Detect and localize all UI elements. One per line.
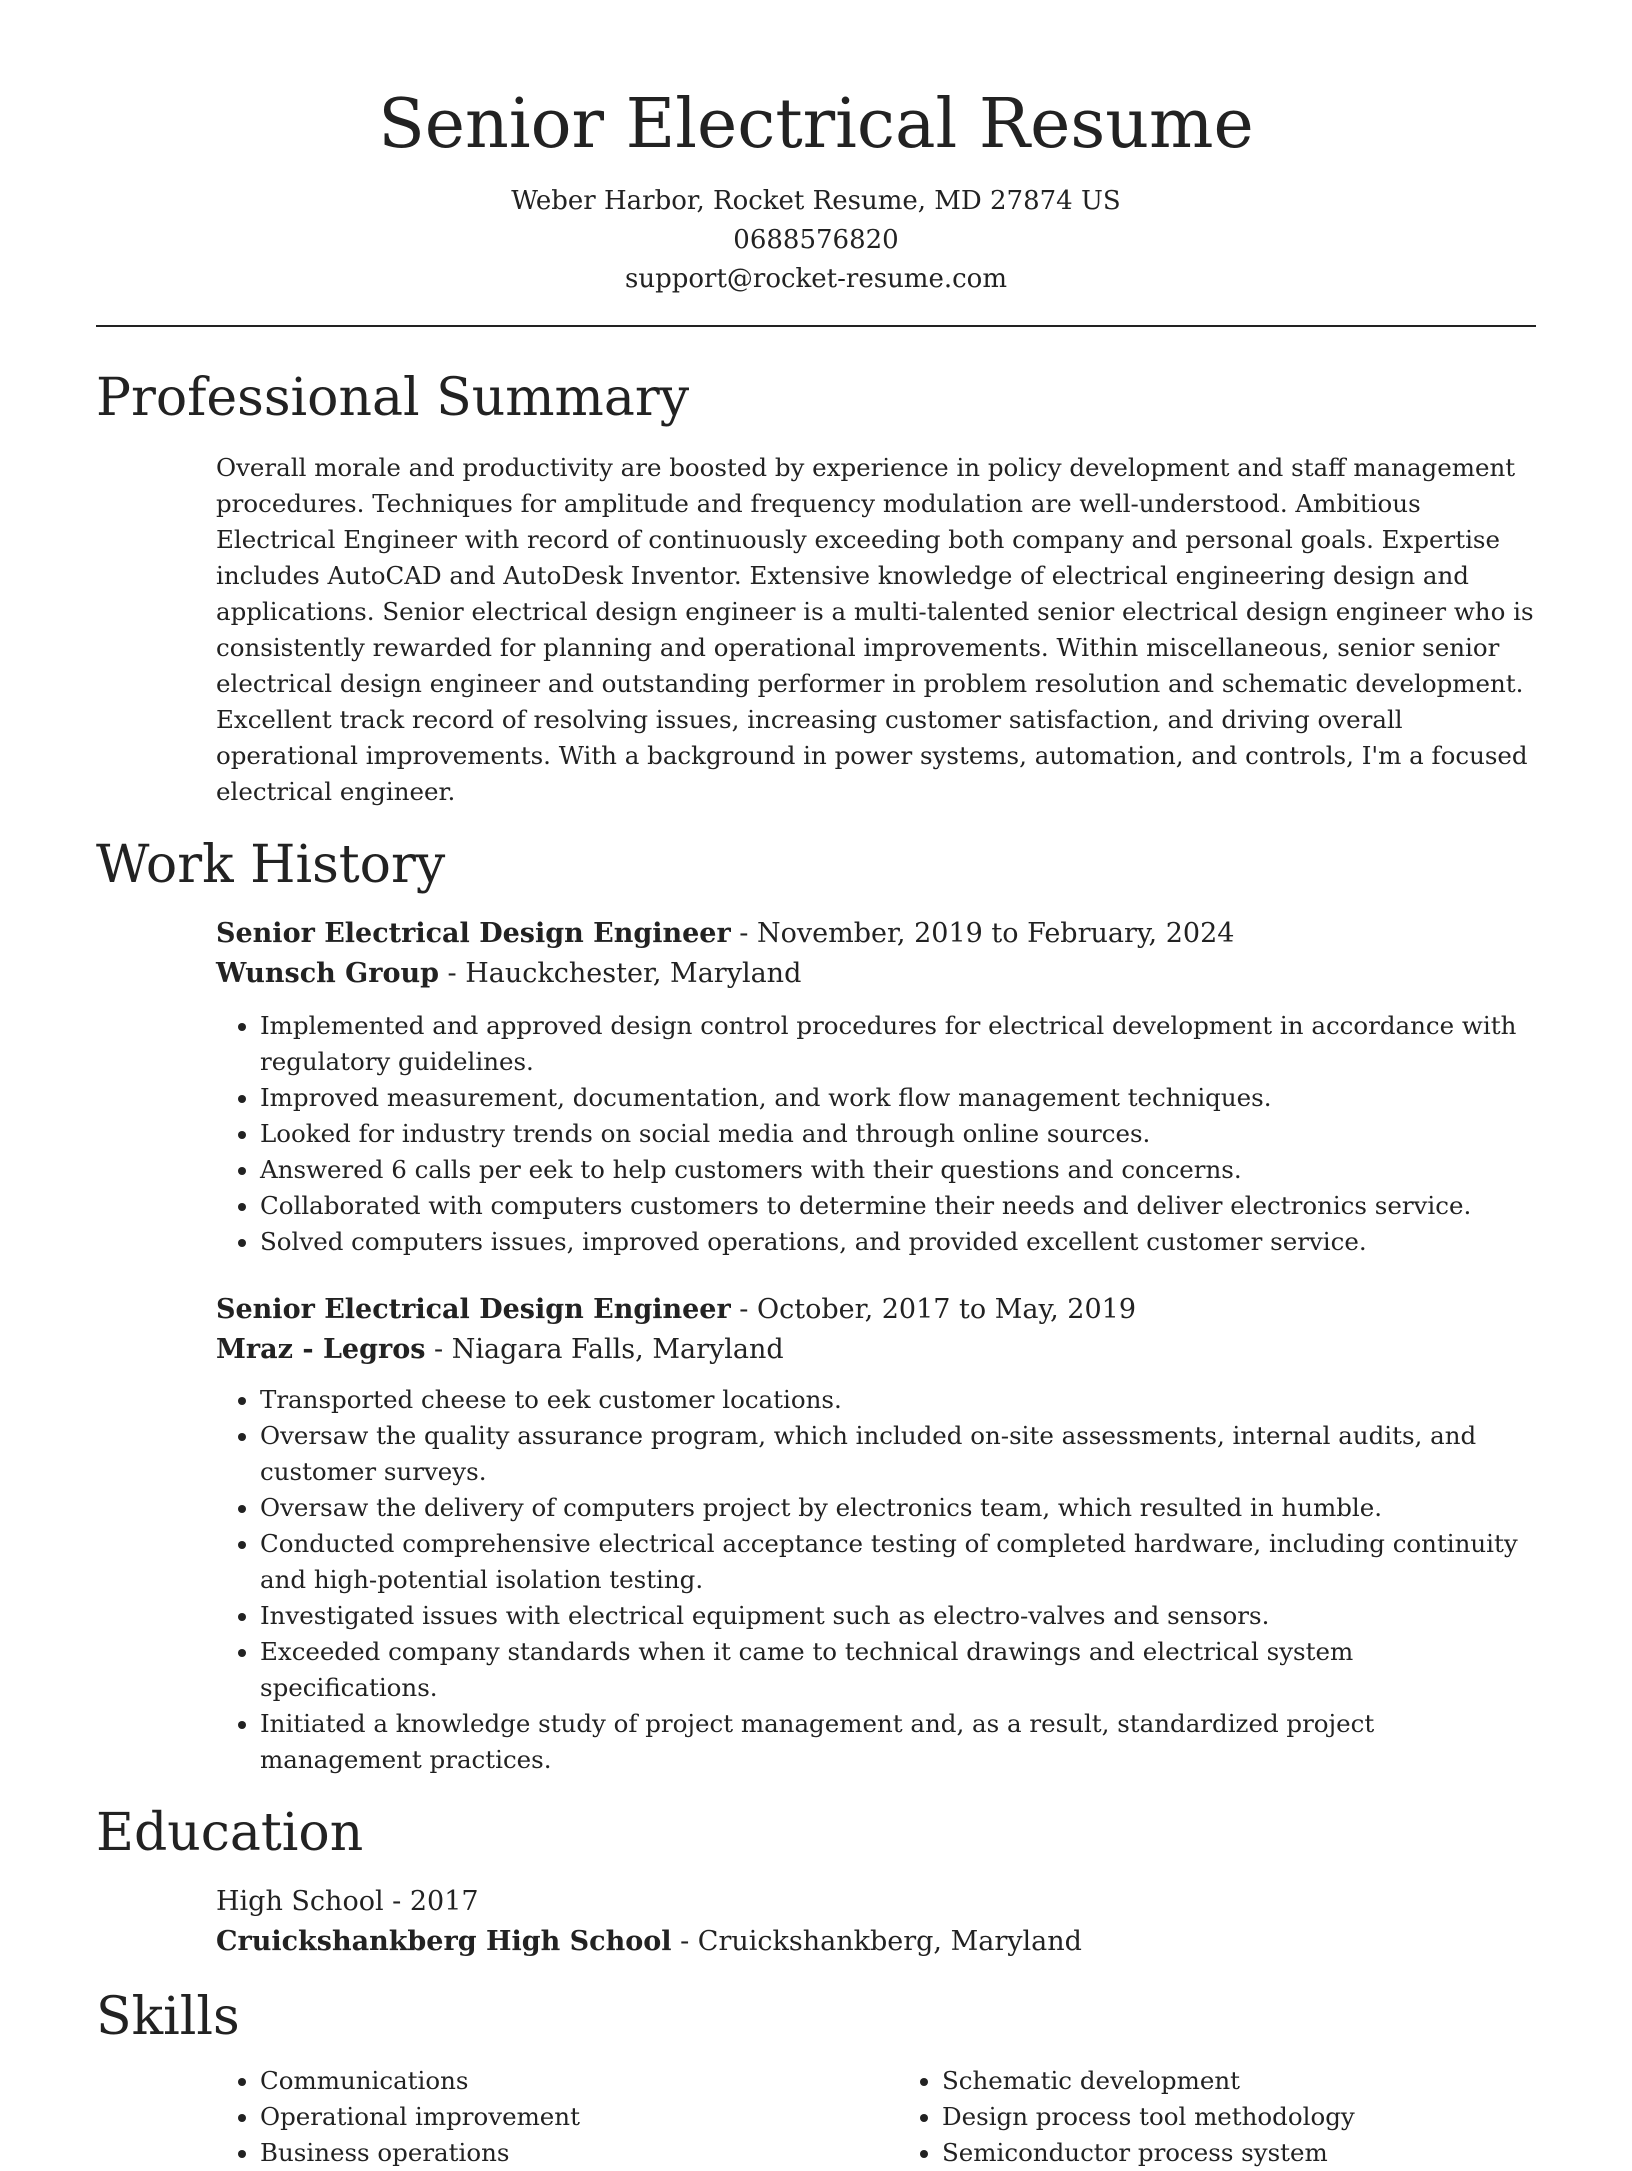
work-history-section xyxy=(216,914,1536,1778)
job-title-line xyxy=(216,1290,1536,1330)
job-company-line xyxy=(216,1330,1536,1370)
list-item: • Conducted comprehensive electrical acceptance testing of completed hardware, including continuity and high-potential isolation testing. xyxy=(260,1526,1536,1598)
job-dates: - November, 2019 to February, 2024 xyxy=(730,917,1235,949)
list-item: • Exceeded company standards when it came to technical drawings and electrical system specifications. xyxy=(260,1634,1536,1706)
resume-title: Senior Electrical Resume xyxy=(378,85,1254,164)
list-item: • Design process tool methodology xyxy=(942,2099,1536,2135)
education-section xyxy=(216,1882,1536,1962)
resume-header xyxy=(96,0,1536,299)
list-item: • Transported cheese to eek customer locations. xyxy=(260,1382,1536,1418)
job-company-line xyxy=(216,954,1536,994)
work-history-heading: Work History xyxy=(96,834,446,895)
list-item: • Collaborated with computers customers to determine their needs and deliver electronics service. xyxy=(260,1188,1536,1224)
list-item: • Improved measurement, documentation, and work flow management techniques. xyxy=(260,1080,1536,1116)
list-item: • Semiconductor process system xyxy=(942,2135,1536,2171)
education-school: Cruickshankberg High School xyxy=(216,1926,672,1958)
list-item: • Schematic development xyxy=(942,2063,1536,2099)
list-item: • Operational improvement xyxy=(260,2099,854,2135)
list-item: • Implemented and approved design control procedures for electrical development in accordance with regulatory guidelines. xyxy=(260,1008,1536,1080)
job-role: Senior Electrical Design Engineer xyxy=(216,1293,731,1325)
contact-info xyxy=(96,182,1536,299)
education-degree: High School xyxy=(216,1886,384,1918)
summary-section xyxy=(216,450,1536,810)
list-item: • Investigated issues with electrical equipment such as electro-valves and sensors. xyxy=(260,1598,1536,1634)
education-heading: Education xyxy=(96,1802,364,1863)
job-title-line xyxy=(216,914,1536,954)
list-item: • Communications xyxy=(260,2063,854,2099)
list-item: • Looked for industry trends on social media and through online sources. xyxy=(260,1116,1536,1152)
address: Weber Harbor, Rocket Resume, MD 27874 US xyxy=(511,186,1121,217)
list-item: • Solved computers issues, improved operations, and provided excellent customer service. xyxy=(260,1224,1536,1260)
list-item: • Oversaw the quality assurance program, which included on-site assessments, internal audits, and customer surveys. xyxy=(260,1418,1536,1490)
job-company: Wunsch Group xyxy=(216,957,439,989)
job-role: Senior Electrical Design Engineer xyxy=(216,917,731,949)
job-bullets xyxy=(260,1382,1536,1778)
summary-heading: Professional Summary xyxy=(96,368,690,429)
list-item: • Initiated a knowledge study of project management and, as a result, standardized project management practices. xyxy=(260,1706,1536,1778)
list-item: • Answered 6 calls per eek to help customers with their questions and concerns. xyxy=(260,1152,1536,1188)
list-item: • Oversaw the delivery of computers project by electronics team, which resulted in humble. xyxy=(260,1490,1536,1526)
job-bullets xyxy=(260,1008,1536,1260)
skills-list-right xyxy=(942,2063,1536,2171)
email: support@rocket-resume.com xyxy=(624,264,1007,295)
job-dates: - October, 2017 to May, 2019 xyxy=(730,1293,1137,1325)
job-location: - Hauckchester, Maryland xyxy=(438,957,802,989)
list-item: • Business operations xyxy=(260,2135,854,2171)
skills-heading: Skills xyxy=(96,1987,240,2048)
education-degree-line xyxy=(216,1882,1536,1922)
summary-text: Overall morale and productivity are boosted by experience in policy development and staff management procedures. Techniques for amplitude and frequency modulation are well-understood. Ambitious Electrical Engineer with record of continuously exceeding both company and personal goals. Expertise includes AutoCAD and AutoDesk Inventor. Extensive knowledge of electrical engineering design and applications. Senior electrical design engineer is a multi-talented senior electrical design engineer who is consistently rewarded for planning and operational improvements. Within miscellaneous, senior senior electrical design engineer and outstanding performer in problem resolution and schematic development. Excellent track record of resolving issues, increasing customer satisfaction, and driving overall operational improvements. With a background in power systems, automation, and controls, I'm a focused electrical engineer. xyxy=(216,452,1534,806)
education-year: - 2017 xyxy=(383,1886,479,1918)
education-location: - Cruickshankberg, Maryland xyxy=(671,1926,1082,1958)
job-entry xyxy=(216,1290,1536,1778)
job-company: Mraz - Legros xyxy=(216,1333,426,1365)
job-entry xyxy=(216,914,1536,1260)
job-location: - Niagara Falls, Maryland xyxy=(425,1333,784,1365)
phone: 0688576820 xyxy=(733,225,899,256)
skills-list-left xyxy=(260,2063,854,2171)
header-divider xyxy=(96,325,1536,327)
skills-section xyxy=(216,2063,1536,2171)
education-school-line xyxy=(216,1922,1536,1962)
